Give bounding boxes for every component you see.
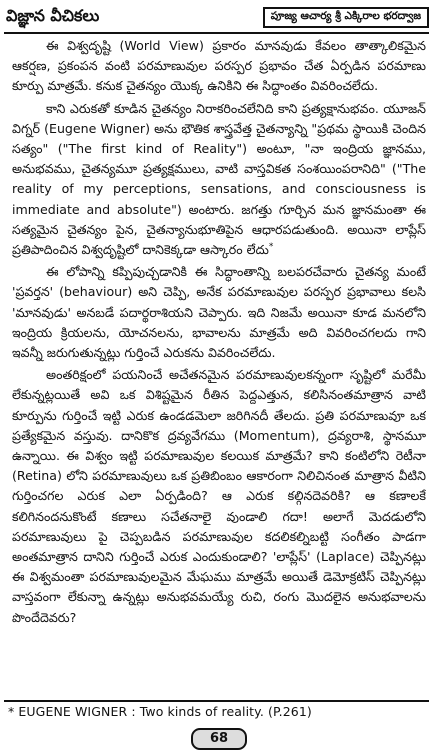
body-text [12,36,426,671]
page-header [4,2,429,32]
paragraph-2 [12,99,426,261]
author-box: పూజ్య ఆచార్య శ్రీ ఎక్కిరాల భరద్వాజ [263,7,429,28]
footnote: * EUGENE WIGNER : Two kinds of reality. (P.261) [8,704,312,719]
page-number: 68 [191,728,247,750]
header-rule [4,32,429,34]
paragraph-2-text: కాని ఎరుకతో కూడిన చైతన్యం నిరాకరించలేనిది కాని ప్రత్యక్షానుభవం. యూజన్ విగ్నర్ (Eugene Wigner) అను భౌతిక శాస్త్రవేత్త చైతన్యాన్ని "ప్రథమ స్థాయికి చెందిన సత్యం" ("The first kind of Reality") అంటూ, "నా ఇంద్రియ జ్ఞానము, అనుభవము, చైతన్యమూ ప్రత్యక్షములు, వాటి వాస్తవికత సంశయింపరానిది" ("The reality of my perceptions, sensations, and consciousness is immediate and absolute") అంటారు. జగత్తు గూర్చిన మన జ్ఞానమంతా ఈ సత్యమైన చైతన్యం పైన, చైతన్యానుభూతిపైన ఆధారపడుతుంది. అయినా లాప్లేస్ ప్రతిపాదించిన విశ్వదృష్టిలో దానికెక్కడా ఆస్కారం లేదు [12,100,426,258]
footnote-marker: * [268,241,274,252]
book-title: విజ్ఞాన వీచికలు [6,5,100,25]
paragraph-3: ఈ లోపాన్ని కప్పిపుచ్చడానికి ఈ సిద్ధాంతాన్ని బలపరచేవారు చైతన్య మంటే 'ప్రవర్తన' (behaviour) అని చెప్పి, అనేక పరమాణువుల పరస్పర ప్రభావాలు కలసి 'మానవుడు' అనబడే పదార్థరాశియని చెప్పారు. ఇది నిజమే అయినా కూడ మనలోని ఇంద్రియ క్రియలను, యోచనలను, భావాలను మాత్రమే అది వివరించగలదు గాని ఇవన్నీ జరుగుతున్నట్లు గుర్తించే ఎరుకను వివరించలేదు. [12,264,426,361]
paragraph-4: అంతరిక్షంలో పయనించే అచేతనమైన పరమాణువులకన్నంగా సృష్టిలో మరేమీ లేకున్నట్లయితే అవి ఒక విశిష్టమైన రీతిన పెద్దఎత్తున, కలిసినంతమాత్రాన వాటి కూర్పును గుర్తించే ఇట్టి ఎరుక ఉండడమెలా జరిగినదీ తేలదు. ప్రతి పరమాణువూ ఒక ప్రత్యేకమైన వస్తువు. దానికొక ద్రవ్యవేగము (Momentum), ద్రవ్యరాశి, స్థానమూ ఉన్నాయి. ఈ విశ్వం ఇట్టి పరమాణువుల కలయిక మాత్రమే? కాని కంటిలోని రెటీనా (Retina) లోని పరమాణువులు ఒక ప్రతిబింబం ఆకారంగా నిలిచినంత మాత్రాన వీటిని గుర్తించగల ఎరుక ఎలా ఏర్పడింది? ఆ ఎరుక కల్గినదెవరికి? ఆ కణాలకే కలిగినందనుకొంటే కణాలు సచేతనాలై వుండాలి గదా! అలాగే మెదడులోని పరమాణువులు పై చెప్పబడిన పరమాణువుల కదలికల్నిబట్టి సంగీతం పాడగా అంతమాత్రాన దానిని గుర్తించే ఎరుక ఎందుకుండాలి? 'లాప్లేస్' (Laplace) చెప్పినట్లు ఈ విశ్వమంతా పరమాణువులమైన మేఘము మాత్రమే అయితే డెమోక్రటిస్ చెప్పినట్లు వాస్తవంగా లేకున్నా ఉన్నట్లు అనుభవమయ్యే రుచి, రంగు మొదలైన అనుభవాలను పొందేదెవరు? [12,367,426,625]
paragraph-1: ఈ విశ్వదృష్టి (World View) ప్రకారం మానవుడు కేవలం తాత్కాలికమైన ఆకర్షణ, ప్రకంపన వంటి పరమాణువుల పరస్పర ప్రభావం చేత ఏర్పడిన పరమాణు కూర్పు మాత్రమే. కనుక చైతన్యం యొక్క ఉనికిని ఈ సిద్ధాంతం వివరించలేదు. [12,38,426,94]
footnote-rule [4,700,429,702]
